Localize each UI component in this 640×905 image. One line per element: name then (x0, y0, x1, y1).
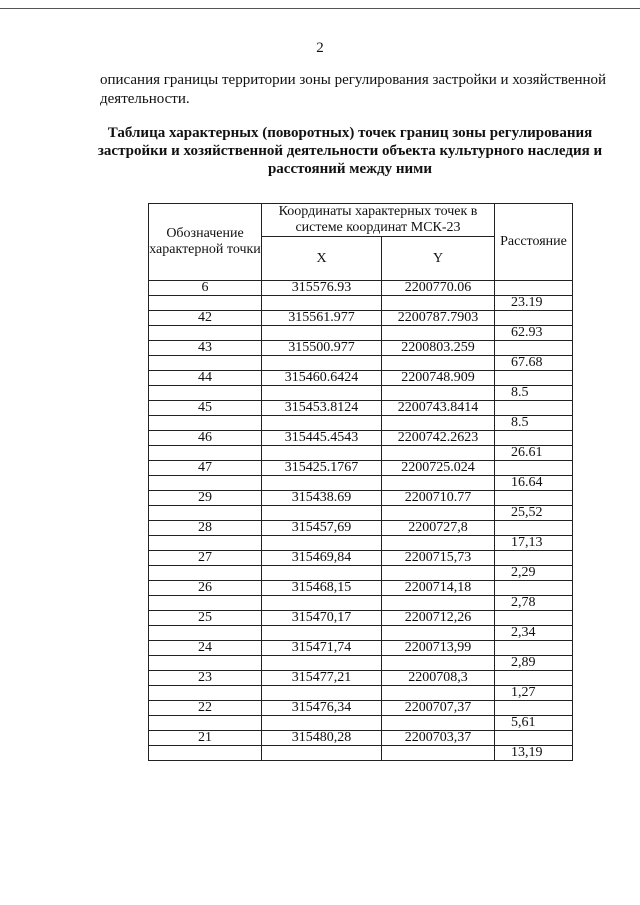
distance-spacer (495, 641, 573, 656)
point-y: 2200787.7903 (382, 311, 495, 326)
point-y: 2200770.06 (382, 281, 495, 296)
distance-spacer (495, 521, 573, 536)
point-id: 29 (149, 491, 262, 506)
distance-spacer (495, 731, 573, 746)
point-spacer (149, 596, 262, 611)
distance-row (149, 296, 573, 311)
point-row (149, 431, 573, 446)
distance-value: 62.93 (495, 326, 573, 341)
distance-row (149, 476, 573, 491)
point-spacer (149, 746, 262, 761)
point-x: 315438.69 (262, 491, 382, 506)
point-spacer (149, 536, 262, 551)
x-spacer (262, 656, 382, 671)
x-spacer (262, 596, 382, 611)
distance-spacer (495, 431, 573, 446)
point-id: 45 (149, 401, 262, 416)
distance-row (149, 356, 573, 371)
point-x: 315460.6424 (262, 371, 382, 386)
point-id: 44 (149, 371, 262, 386)
y-spacer (382, 656, 495, 671)
x-spacer (262, 686, 382, 701)
point-id: 43 (149, 341, 262, 356)
distance-value: 23.19 (495, 296, 573, 311)
y-spacer (382, 506, 495, 521)
distance-row (149, 566, 573, 581)
point-row (149, 311, 573, 326)
distance-row (149, 716, 573, 731)
point-spacer (149, 416, 262, 431)
y-spacer (382, 386, 495, 401)
point-row (149, 341, 573, 356)
point-id: 27 (149, 551, 262, 566)
header-distance: Расстояние (495, 204, 573, 281)
point-y: 2200713,99 (382, 641, 495, 656)
intro-paragraph: описания границы территории зоны регулирования застройки и хозяйственной деятельности. (100, 72, 607, 107)
point-y: 2200707,37 (382, 701, 495, 716)
x-spacer (262, 296, 382, 311)
distance-value: 26.61 (495, 446, 573, 461)
point-x: 315477,21 (262, 671, 382, 686)
y-spacer (382, 686, 495, 701)
distance-spacer (495, 311, 573, 326)
y-spacer (382, 326, 495, 341)
point-x: 315476,34 (262, 701, 382, 716)
header-coords: Координаты характерных точек в системе координат МСК-23 (262, 204, 495, 237)
point-row (149, 401, 573, 416)
point-row (149, 581, 573, 596)
distance-spacer (495, 371, 573, 386)
point-spacer (149, 296, 262, 311)
y-spacer (382, 716, 495, 731)
point-id: 47 (149, 461, 262, 476)
point-spacer (149, 506, 262, 521)
point-y: 2200708,3 (382, 671, 495, 686)
page-number: 2 (316, 40, 324, 56)
point-row (149, 521, 573, 536)
distance-row (149, 326, 573, 341)
y-spacer (382, 356, 495, 371)
distance-spacer (495, 611, 573, 626)
distance-value: 2,78 (495, 596, 573, 611)
x-spacer (262, 746, 382, 761)
point-row (149, 641, 573, 656)
distance-value: 2,89 (495, 656, 573, 671)
x-spacer (262, 566, 382, 581)
point-x: 315561.977 (262, 311, 382, 326)
point-y: 2200803.259 (382, 341, 495, 356)
point-row (149, 491, 573, 506)
distance-spacer (495, 281, 573, 296)
distance-row (149, 596, 573, 611)
distance-value: 5,61 (495, 716, 573, 731)
point-x: 315453.8124 (262, 401, 382, 416)
distance-spacer (495, 551, 573, 566)
distance-spacer (495, 461, 573, 476)
distance-row (149, 746, 573, 761)
point-x: 315471,74 (262, 641, 382, 656)
distance-spacer (495, 701, 573, 716)
distance-row (149, 656, 573, 671)
point-x: 315457,69 (262, 521, 382, 536)
x-spacer (262, 326, 382, 341)
point-y: 2200712,26 (382, 611, 495, 626)
point-id: 22 (149, 701, 262, 716)
distance-value: 2,29 (495, 566, 573, 581)
point-row (149, 371, 573, 386)
point-spacer (149, 356, 262, 371)
distance-value: 16.64 (495, 476, 573, 491)
point-row (149, 671, 573, 686)
distance-row (149, 536, 573, 551)
distance-row (149, 506, 573, 521)
x-spacer (262, 446, 382, 461)
x-spacer (262, 626, 382, 641)
point-row (149, 551, 573, 566)
distance-row (149, 416, 573, 431)
header-x: X (262, 237, 382, 281)
point-row (149, 461, 573, 476)
y-spacer (382, 296, 495, 311)
point-y: 2200703,37 (382, 731, 495, 746)
point-y: 2200715,73 (382, 551, 495, 566)
point-x: 315576.93 (262, 281, 382, 296)
point-spacer (149, 476, 262, 491)
point-y: 2200725.024 (382, 461, 495, 476)
distance-value: 8.5 (495, 386, 573, 401)
distance-value: 13,19 (495, 746, 573, 761)
point-spacer (149, 326, 262, 341)
point-x: 315480,28 (262, 731, 382, 746)
y-spacer (382, 416, 495, 431)
point-spacer (149, 686, 262, 701)
x-spacer (262, 356, 382, 371)
x-spacer (262, 716, 382, 731)
point-y: 2200714,18 (382, 581, 495, 596)
point-id: 46 (149, 431, 262, 446)
point-y: 2200743.8414 (382, 401, 495, 416)
point-id: 21 (149, 731, 262, 746)
y-spacer (382, 626, 495, 641)
point-id: 26 (149, 581, 262, 596)
distance-spacer (495, 491, 573, 506)
distance-row (149, 386, 573, 401)
header-y: Y (382, 237, 495, 281)
point-id: 42 (149, 311, 262, 326)
point-y: 2200742.2623 (382, 431, 495, 446)
x-spacer (262, 476, 382, 491)
point-x: 315468,15 (262, 581, 382, 596)
point-y: 2200710.77 (382, 491, 495, 506)
point-id: 23 (149, 671, 262, 686)
point-spacer (149, 716, 262, 731)
x-spacer (262, 416, 382, 431)
point-id: 6 (149, 281, 262, 296)
point-x: 315470,17 (262, 611, 382, 626)
distance-value: 8.5 (495, 416, 573, 431)
point-row (149, 701, 573, 716)
distance-value: 17,13 (495, 536, 573, 551)
distance-spacer (495, 401, 573, 416)
y-spacer (382, 536, 495, 551)
point-spacer (149, 566, 262, 581)
point-id: 25 (149, 611, 262, 626)
table-title: Таблица характерных (поворотных) точек границ зоны регулирования застройки и хозяйственной деятельности объекта культурного наследия и расстояний между ними (97, 125, 603, 177)
distance-row (149, 446, 573, 461)
point-y: 2200748.909 (382, 371, 495, 386)
point-x: 315469,84 (262, 551, 382, 566)
distance-value: 67.68 (495, 356, 573, 371)
distance-row (149, 686, 573, 701)
x-spacer (262, 536, 382, 551)
y-spacer (382, 446, 495, 461)
distance-value: 1,27 (495, 686, 573, 701)
y-spacer (382, 476, 495, 491)
point-spacer (149, 656, 262, 671)
distance-value: 2,34 (495, 626, 573, 641)
point-spacer (149, 446, 262, 461)
distance-spacer (495, 671, 573, 686)
point-id: 28 (149, 521, 262, 536)
y-spacer (382, 596, 495, 611)
y-spacer (382, 566, 495, 581)
point-x: 315500.977 (262, 341, 382, 356)
distance-row (149, 626, 573, 641)
point-spacer (149, 386, 262, 401)
distance-spacer (495, 581, 573, 596)
table-body (149, 281, 573, 761)
point-x: 315425.1767 (262, 461, 382, 476)
header-point: Обозначение характерной точки (149, 204, 262, 281)
point-id: 24 (149, 641, 262, 656)
y-spacer (382, 746, 495, 761)
point-row (149, 731, 573, 746)
top-rule (0, 8, 640, 9)
distance-value: 25,52 (495, 506, 573, 521)
point-x: 315445.4543 (262, 431, 382, 446)
x-spacer (262, 386, 382, 401)
distance-spacer (495, 341, 573, 356)
coordinates-table (148, 203, 573, 761)
point-y: 2200727,8 (382, 521, 495, 536)
point-row (149, 611, 573, 626)
x-spacer (262, 506, 382, 521)
point-spacer (149, 626, 262, 641)
point-row (149, 281, 573, 296)
